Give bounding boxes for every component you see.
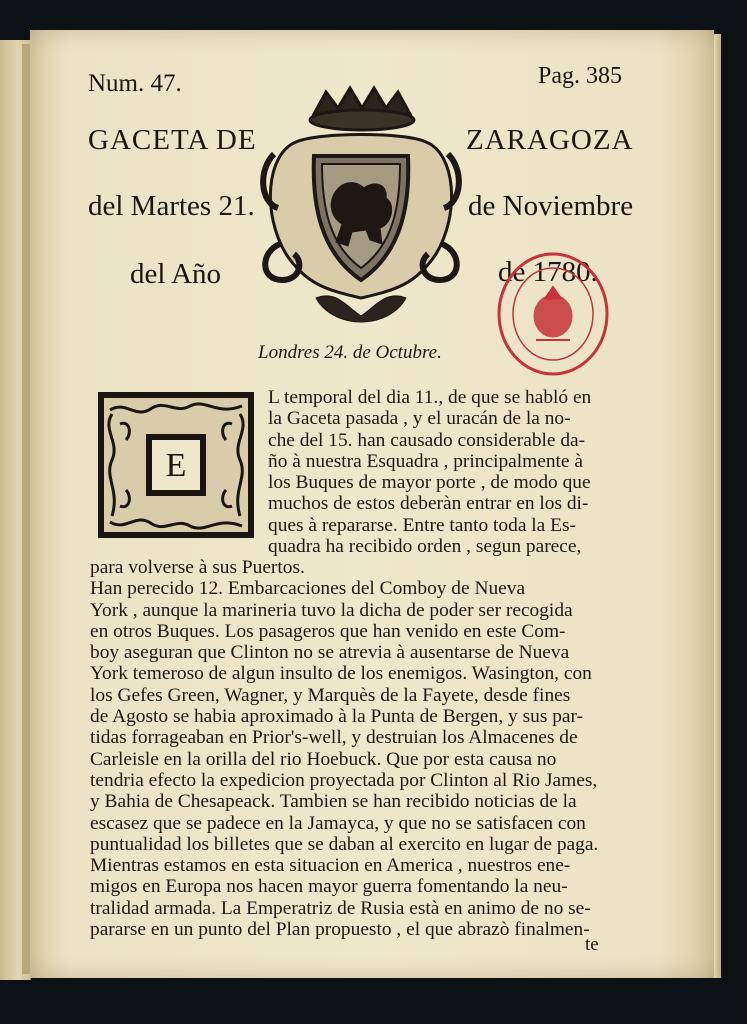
text-line: ques à repararse. Entre tanto toda la Es- (268, 514, 576, 536)
text-line: los Gefes Green, Wagner, y Marquès de la Fayete, desde fines (90, 684, 571, 706)
text-line: tidas forrageaban en Prior's-well, y destruian los Almacenes de (90, 727, 578, 749)
text-line: quadra ha recibido orden , segun parece, (268, 536, 582, 558)
library-stamp-icon (494, 250, 612, 378)
text-line: tralidad armada. La Emperatriz de Rusia està en animo de no se- (90, 897, 591, 919)
text-line: en otros Buques. Los pasageros que han venido en este Com- (90, 620, 566, 642)
issue-number: Num. 47. (88, 70, 182, 97)
text-line: para volverse à sus Puertos. (90, 557, 305, 578)
text-line: muchos de estos deberàn entrar en los di- (268, 493, 589, 515)
article-body (90, 557, 624, 940)
binding-gutter (22, 44, 30, 974)
year-label: del Año (130, 258, 222, 290)
title-right: ZARAGOZA (466, 124, 634, 156)
text-line: puntualidad los billetes que se daban al exercito en lugar de paga. (90, 833, 599, 855)
text-line: che del 15. han causado considerable da- (268, 429, 586, 451)
text-line: York temeroso de algun insulto de los enemigos. Wasington, con (90, 663, 592, 685)
dateline: Londres 24. de Octubre. (258, 342, 442, 363)
catchword: te (585, 934, 599, 955)
lead-paragraph (268, 387, 624, 557)
text-line: escasez que se padece en la Jamayca, y que no se satisfacen con (90, 812, 586, 834)
ornamental-initial-frame (96, 390, 256, 540)
text-line: los Buques de mayor porte , de modo que (268, 472, 591, 494)
text-line: Carleisle en la orilla del rio Hoebuck. Que por esta causa no (90, 748, 557, 770)
date-weekday: del Martes 21. (88, 190, 255, 222)
text-line: ño à nuestra Esquadra , principalmente à (268, 450, 583, 472)
text-line: Han perecido 12. Embarcaciones del Comboy de Nueva (90, 578, 526, 600)
year-value: de 1780. (498, 256, 598, 288)
text-line: migos en Europa nos hacen mayor guerra fomentando la neu- (90, 876, 568, 898)
text-line: boy aseguran que Clinton no se atrevia à ausentarse de Nueva (90, 642, 570, 664)
date-month: de Noviembre (468, 190, 634, 222)
text-line: tendria efecto la expedicion proyectada por Clinton al Rio James, (90, 769, 598, 791)
drop-cap-letter: E (165, 447, 187, 484)
text-line: L temporal del dia 11., de que se habló en (268, 387, 592, 408)
text-line: York , aunque la marineria tuvo la dicha de poder ser recogida (90, 599, 573, 621)
text-line: y Bahia de Chesapeack. Tambien se han recibido noticias de la (90, 791, 577, 813)
coat-of-arms-icon (256, 84, 466, 324)
page-number: Pag. 385 (538, 63, 622, 89)
text-line: pararse en un punto del Plan propuesto , el que abrazò finalmen- (90, 919, 590, 941)
text-line: de Agosto se habia aproximado à la Punta de Bergen, y sus par- (90, 706, 584, 728)
text-line: la Gaceta pasada , y el uracán de la no- (268, 408, 571, 430)
title-left: GACETA DE (88, 124, 257, 156)
text-line: Mientras estamos en esta situacion en America , nuestros ene- (90, 855, 571, 877)
